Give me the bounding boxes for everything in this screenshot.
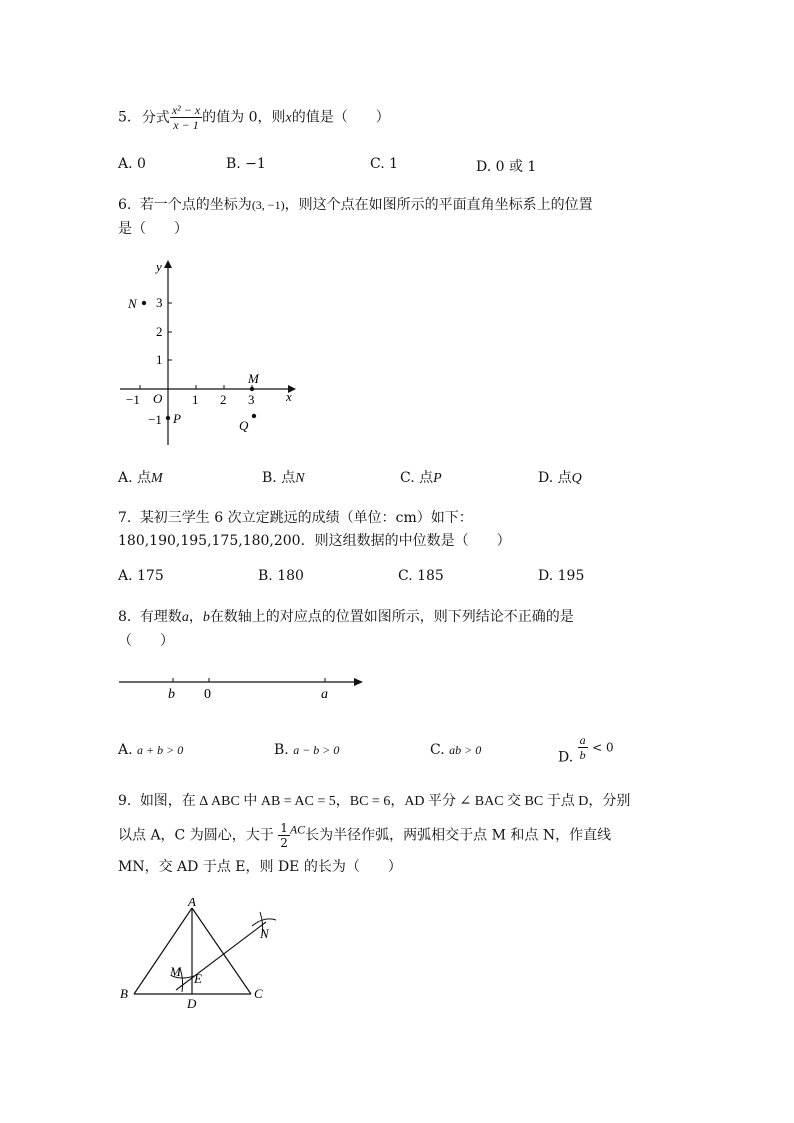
q8-var-a: a (181, 610, 189, 625)
q9-line2-post: 长为半径作弧，两弧相交于点 M 和点 N，作直线 (305, 827, 612, 844)
label-d: D (187, 996, 197, 1011)
q8-number: 8. (118, 609, 132, 625)
segment-ab (134, 908, 192, 994)
q9-frac-denominator: 2 (280, 836, 288, 850)
q6-option-d[interactable] (538, 467, 582, 487)
label-e: E (194, 971, 202, 986)
q5-number: 5. (118, 109, 132, 126)
q6-stem-post: ，则这个点在如图所示的平面直角坐标系上的位置 (284, 197, 593, 213)
label-n: N (260, 926, 269, 941)
q5-stem-mid: 的值为 0，则 (202, 109, 286, 126)
q6-option-c-var: P (433, 471, 442, 486)
q8-stem-post: 在数轴上的对应点的位置如图所示，则下列结论不正确的是 (209, 609, 574, 625)
q6-stem-line2: 是（ ） (118, 221, 188, 237)
q6-option-d-prefix: D. 点 (538, 470, 572, 486)
q7-number: 7. (118, 510, 132, 526)
q8-var-b: b (202, 610, 210, 625)
q8-option-c[interactable] (430, 742, 481, 758)
line-mn (176, 922, 266, 990)
q8-option-a-prefix: A. (118, 742, 133, 758)
q9-stem-line2 (118, 822, 611, 849)
point-p (166, 416, 170, 420)
q6-coordinate-graph (110, 255, 310, 455)
q5-stem (118, 104, 390, 131)
x-tick-label-1: 1 (192, 392, 199, 407)
q5-stem-post: 的值是（ ） (291, 109, 390, 126)
x-tick-label-2: 2 (220, 392, 227, 407)
q6-number: 6. (118, 197, 132, 213)
q8-option-b-expr: a − b > 0 (293, 743, 340, 757)
x-tick-label-3: 3 (248, 392, 255, 407)
label-c: C (254, 986, 263, 1001)
q5-stem-pre: 分式 (141, 109, 170, 126)
q6-option-c-prefix: C. 点 (400, 470, 434, 486)
q6-option-d-var: Q (571, 471, 582, 486)
label-m: M (170, 964, 181, 979)
point-q-label: Q (239, 418, 249, 433)
y-tick-label-3: 3 (156, 295, 163, 310)
q8-number-line (115, 668, 375, 708)
q5-fraction (170, 104, 202, 131)
q8-option-d[interactable] (558, 734, 614, 766)
q5-frac-numerator: x² − x (171, 103, 201, 117)
y-tick-label-2: 2 (156, 324, 163, 339)
q9-frac-tail: AC (289, 822, 306, 837)
arc-n-1 (252, 919, 276, 926)
q6-coordinate: (3, −1) (251, 198, 285, 212)
q6-option-a-var: M (151, 471, 163, 486)
q9-stem-line3: MN，交 AD 于点 E，则 DE 的长为（ ） (118, 859, 402, 875)
point-m (250, 387, 254, 391)
q6-option-b-prefix: B. 点 (262, 470, 296, 486)
q5-frac-denominator: x − 1 (173, 118, 199, 132)
q9-frac-numerator: 1 (280, 821, 288, 835)
q9-triangle-figure (114, 898, 294, 1018)
q5-option-a[interactable]: A. 0 (118, 156, 146, 172)
q8-option-d-fraction (578, 734, 588, 761)
q7-stem-text: 某初三学生 6 次立定跳远的成绩（单位：cm）如下： (139, 510, 473, 526)
q8-stem-line1 (118, 606, 574, 626)
q8-option-d-denominator: b (579, 748, 586, 762)
q9-half-fraction (278, 822, 290, 849)
q6-option-b[interactable] (262, 467, 305, 487)
q6-option-b-var: N (295, 471, 305, 486)
point-q (252, 414, 256, 418)
point-n (142, 301, 146, 305)
q8-option-c-prefix: C. (430, 742, 445, 758)
q7-stem-line2: 180,190,195,175,180,200．则这组数据的中位数是（ ） (118, 533, 511, 549)
q6-option-a[interactable] (118, 467, 163, 487)
label-b: b (168, 687, 175, 702)
label-b: B (120, 986, 128, 1001)
q8-option-a-expr: a + b > 0 (137, 743, 184, 757)
q8-stem-line2: （ ） (118, 633, 174, 649)
q9-line1: 如图，在 Δ ABC 中 AB = AC = 5，BC = 6，AD 平分 ∠ BAC 交 BC 于点 D，分别 (139, 794, 631, 809)
x-tick-label--1: −1 (126, 392, 140, 407)
q6-option-c[interactable] (400, 467, 442, 487)
q5-option-b[interactable]: B. −1 (226, 156, 266, 172)
q6-stem-line1 (118, 194, 593, 214)
q8-option-d-numerator: a (579, 733, 586, 747)
q8-option-b[interactable] (274, 742, 339, 758)
q7-option-d[interactable]: D. 195 (538, 568, 585, 584)
q9-stem-line1 (118, 790, 630, 810)
q8-option-c-expr: ab > 0 (449, 743, 482, 757)
q7-option-c[interactable]: C. 185 (398, 568, 444, 584)
q8-sep: ， (188, 609, 203, 625)
q8-option-b-prefix: B. (274, 742, 289, 758)
point-p-label: P (173, 411, 181, 426)
q6-stem-pre: 若一个点的坐标为 (139, 197, 252, 213)
q5-option-d[interactable]: D. 0 或 1 (476, 159, 537, 175)
y-tick-label-1: 1 (156, 352, 163, 367)
q5-option-c[interactable]: C. 1 (370, 156, 399, 172)
x-axis-label: x (286, 389, 292, 404)
y-axis-label: y (156, 259, 162, 274)
point-m-label: M (248, 371, 259, 386)
label-a: a (321, 687, 328, 702)
number-line-arrow-icon (354, 678, 363, 686)
q8-option-d-tail: < 0 (592, 740, 614, 755)
q8-option-a[interactable] (118, 742, 183, 758)
q9-number: 9. (118, 793, 132, 809)
q7-option-a[interactable]: A. 175 (118, 568, 164, 584)
q7-option-b[interactable]: B. 180 (258, 568, 304, 584)
point-n-label: N (128, 296, 137, 311)
label-0: 0 (204, 687, 211, 702)
q8-option-d-prefix: D. (558, 749, 574, 766)
q5-var: x (285, 110, 292, 126)
q8-stem-pre: 有理数 (139, 609, 182, 625)
q7-stem-line1 (118, 507, 473, 527)
q6-option-a-prefix: A. 点 (118, 470, 152, 486)
label-a: A (188, 898, 196, 909)
y-tick-label--1: −1 (148, 412, 162, 427)
y-axis-arrow-icon (164, 260, 172, 268)
origin-label: O (153, 391, 163, 406)
q9-line2-pre: 以点 A，C 为圆心，大于 (118, 827, 274, 844)
